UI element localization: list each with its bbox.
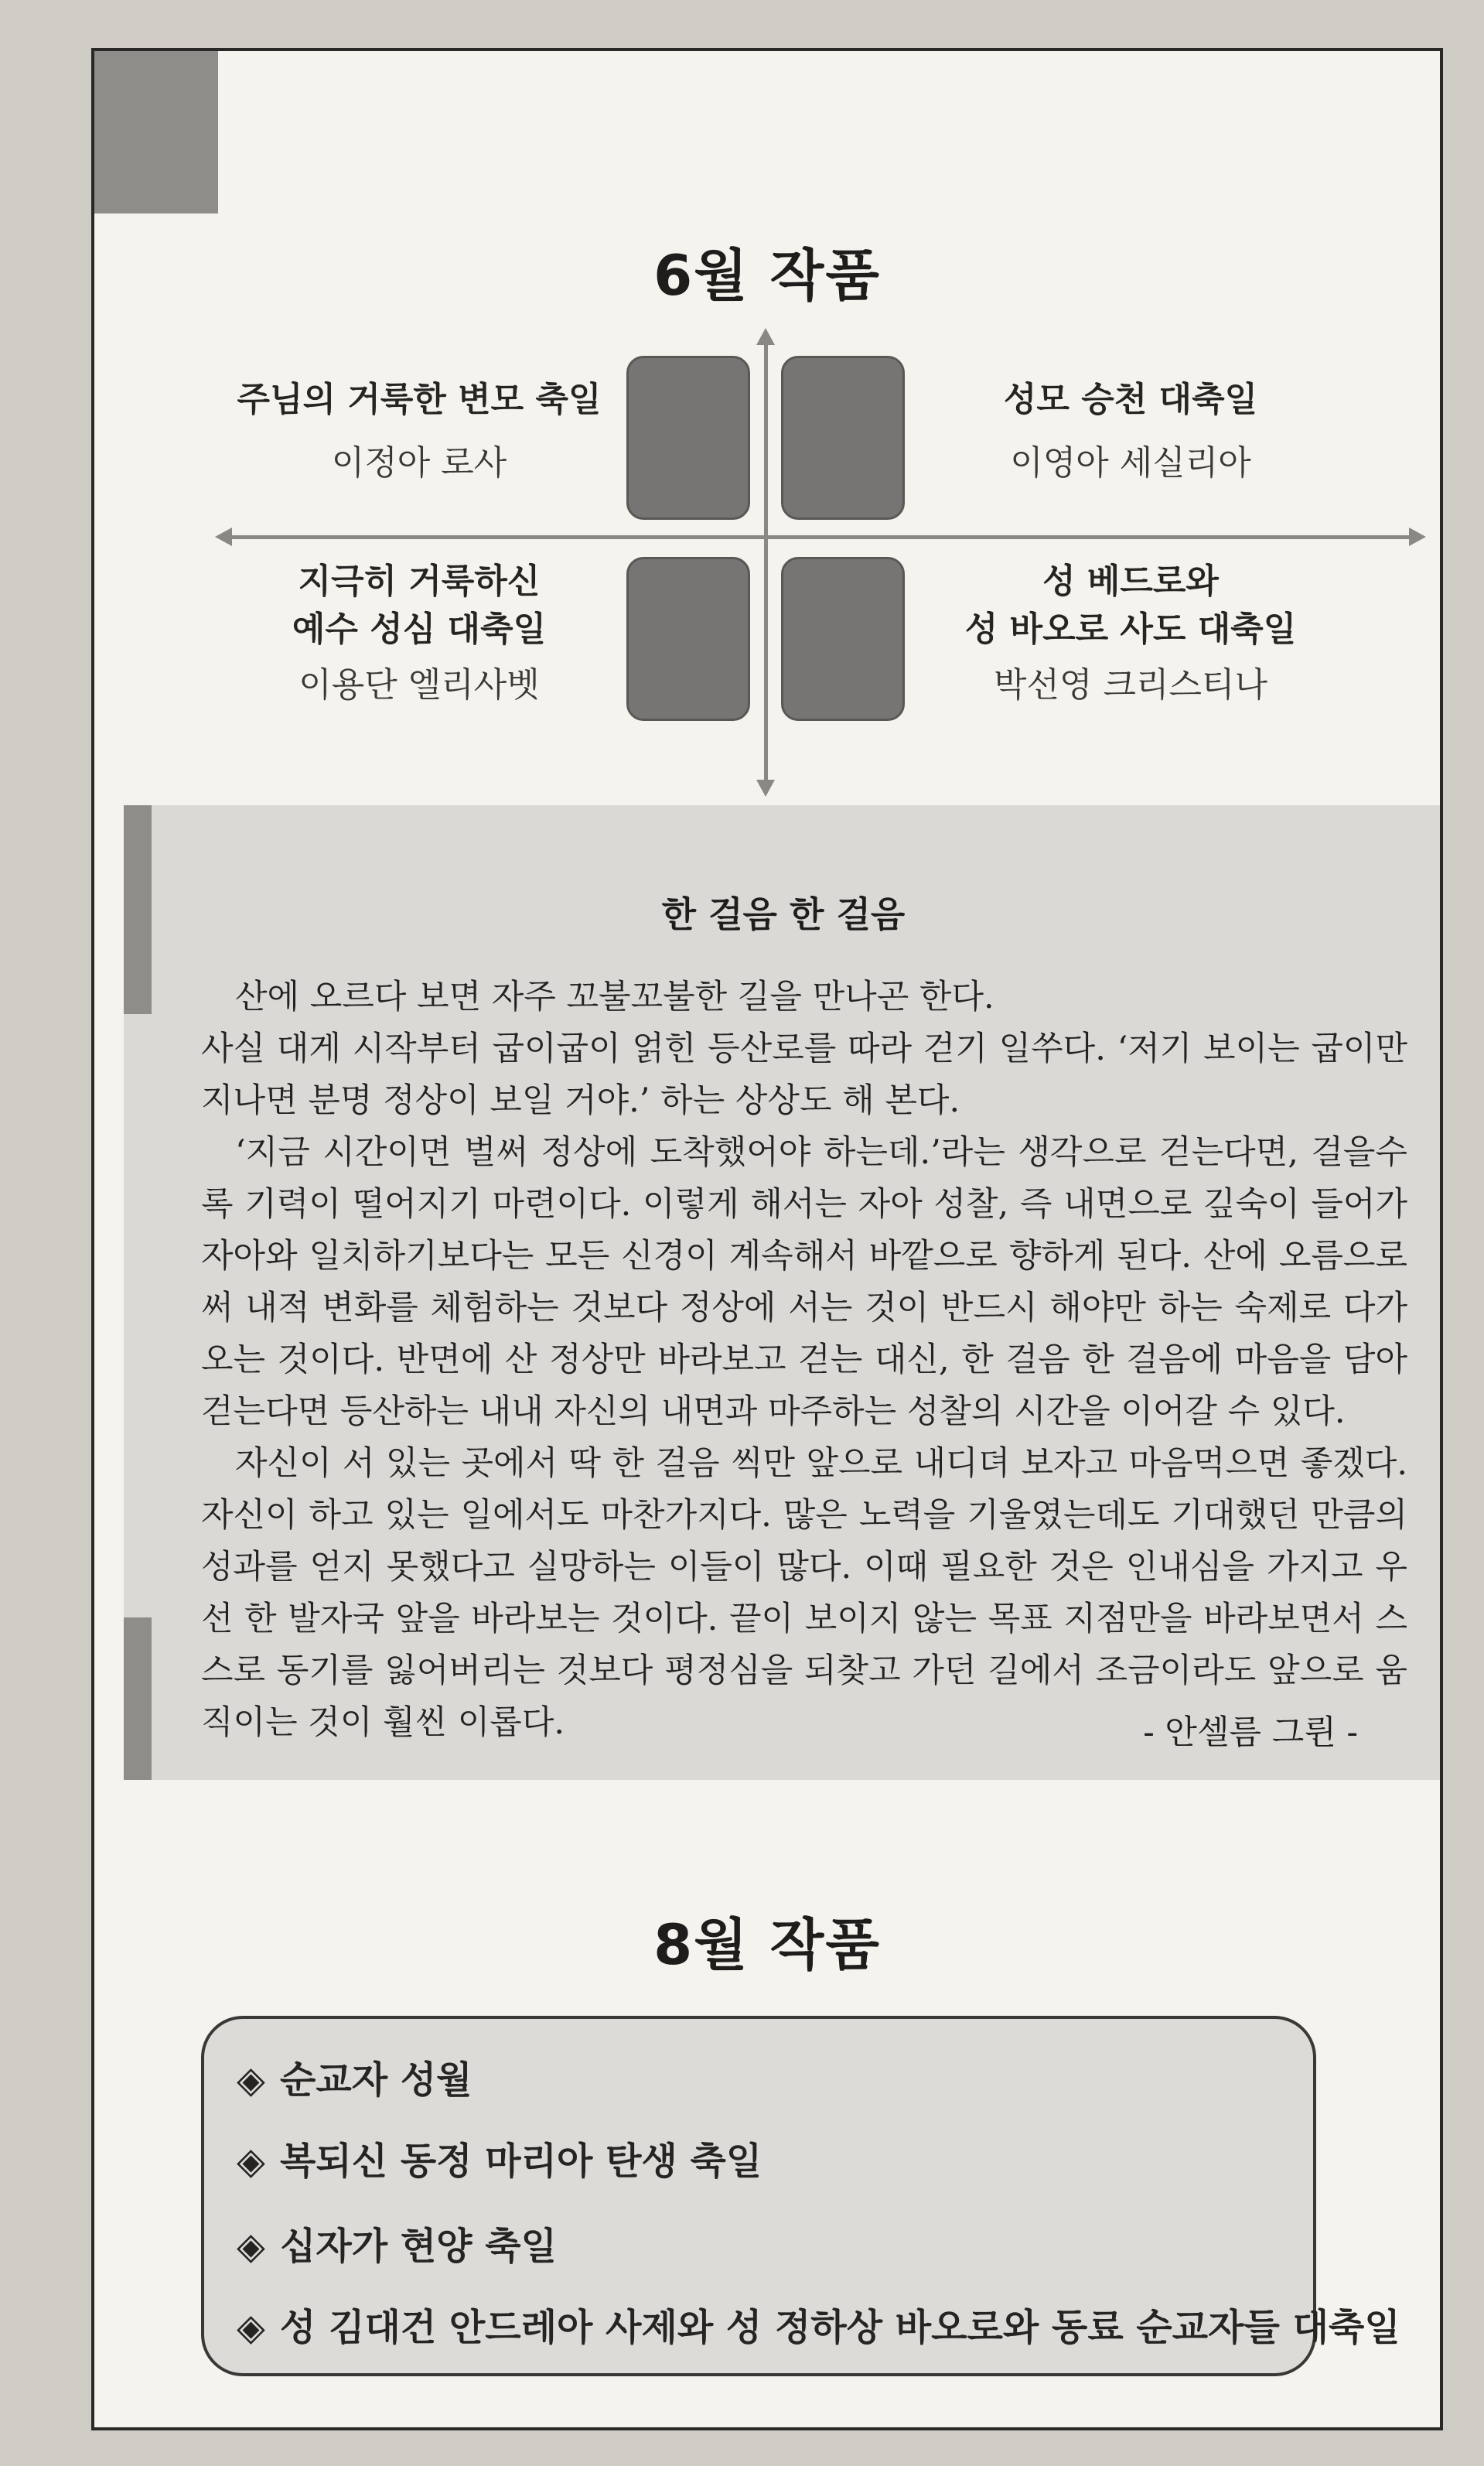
quadrant-top-right	[914, 376, 1347, 487]
quadrant-square-top-left	[626, 356, 750, 520]
june-title: 6월 작품	[653, 243, 881, 308]
essay-body	[201, 972, 1407, 1749]
corner-tab	[94, 51, 218, 213]
list-item	[237, 2297, 1400, 2351]
essay-title: 한 걸음 한 걸음	[661, 893, 906, 935]
list-item	[237, 2050, 472, 2103]
quadrant-bottom-right	[914, 558, 1347, 709]
arrow-right-icon	[1409, 528, 1426, 546]
quadrant-square-bottom-left	[626, 557, 750, 721]
vertical-axis	[764, 341, 768, 782]
diamond-bullet-icon: ◈	[237, 2225, 265, 2268]
artist-name: 이정아 로사	[331, 443, 507, 483]
feast-title: 주님의 거룩한 변모 축일	[237, 380, 602, 419]
feast-title: 성모 승천 대축일	[1003, 380, 1258, 419]
list-item-text: 성 김대건 안드레아 사제와 성 정하상 바오로와 동료 순교자들 대축일	[280, 2306, 1400, 2349]
essay-paragraph: 사실 대게 시작부터 굽이굽이 얽힌 등산로를 따라 걷기 일쑤다. ‘저기 보이는 굽이만 지나면 분명 정상이 보일 거야.’ 하는 상상도 해 본다.	[201, 1030, 1407, 1120]
quadrant-square-bottom-right	[781, 557, 905, 721]
august-list-box	[201, 2016, 1400, 2376]
august-title: 8월 작품	[653, 1912, 881, 1977]
essay-author: - 안셀름 그륀 -	[1143, 1713, 1358, 1752]
essay-paragraph: ‘지금 시간이면 벌써 정상에 도착했어야 하는데.’라는 생각으로 걷는다면, 걸을수록 기력이 떨어지기 마련이다. 이렇게 해서는 자아 성찰, 즉 내면으로 깊숙이 들어가 자아와 일치하기보다는 모든 신경이 계속해서 바깥으로 향하게 된다. 산에 오름으로써 내적 변화를 체험하는 것보다 정상에 서는 것이 반드시 해야만 하는 숙제로 다가오는 것이다. 반면에 산 정상만 바라보고 걷는 대신, 한 걸음 한 걸음에 마음을 담아 걷는다면 등산하는 내내 자신의 내면과 마주하는 성찰의 시간을 이어갈 수 있다.	[201, 1133, 1407, 1431]
quadrant-square-top-right	[781, 356, 905, 520]
list-item	[237, 2216, 557, 2270]
list-item-text: 십자가 현양 축일	[280, 2225, 557, 2268]
arrow-down-icon	[756, 780, 775, 797]
artist-name: 이용단 엘리사벳	[299, 665, 540, 705]
quadrant-bottom-left	[226, 558, 612, 709]
arrow-left-icon	[215, 528, 232, 546]
page-sheet	[91, 48, 1443, 2430]
arrow-up-icon	[756, 328, 775, 345]
diamond-bullet-icon: ◈	[237, 2058, 265, 2102]
diamond-bullet-icon: ◈	[237, 2306, 265, 2349]
feast-title-line2: 예수 성심 대축일	[292, 610, 547, 649]
horizontal-axis	[227, 535, 1411, 539]
essay-paragraph: 산에 오르다 보면 자주 꼬불꼬불한 길을 만나곤 한다.	[235, 978, 994, 1016]
quadrant-top-left	[226, 376, 612, 487]
essay-paragraph: 자신이 서 있는 곳에서 딱 한 걸음 씩만 앞으로 내디뎌 보자고 마음먹으면 좋겠다. 자신이 하고 있는 일에서도 마찬가지다. 많은 노력을 기울였는데도 기대했던 만큼의 성과를 얻지 못했다고 실망하는 이들이 많다. 이때 필요한 것은 인내심을 가지고 우선 한 발자국 앞을 바라보는 것이다. 끝이 보이지 않는 목표 지점만을 바라보면서 스스로 동기를 잃어버리는 것보다 평정심을 되찾고 가던 길에서 조금이라도 앞으로 움직이는 것이 훨씬 이롭다.	[201, 1444, 1407, 1742]
diamond-bullet-icon: ◈	[237, 2140, 265, 2183]
list-item	[237, 2131, 762, 2184]
feast-title-line2: 성 바오로 사도 대축일	[964, 610, 1297, 649]
feast-title-line1: 성 베드로와	[1042, 562, 1219, 601]
artist-name: 이영아 세실리아	[1010, 443, 1251, 483]
list-item-text: 순교자 성월	[280, 2058, 472, 2102]
side-bar-bottom	[124, 1617, 152, 1780]
feast-title-line1: 지극히 거룩하신	[298, 562, 541, 601]
artist-name: 박선영 크리스티나	[993, 665, 1268, 705]
list-item-text: 복되신 동정 마리아 탄생 축일	[280, 2140, 762, 2183]
essay-box	[124, 805, 1443, 1780]
